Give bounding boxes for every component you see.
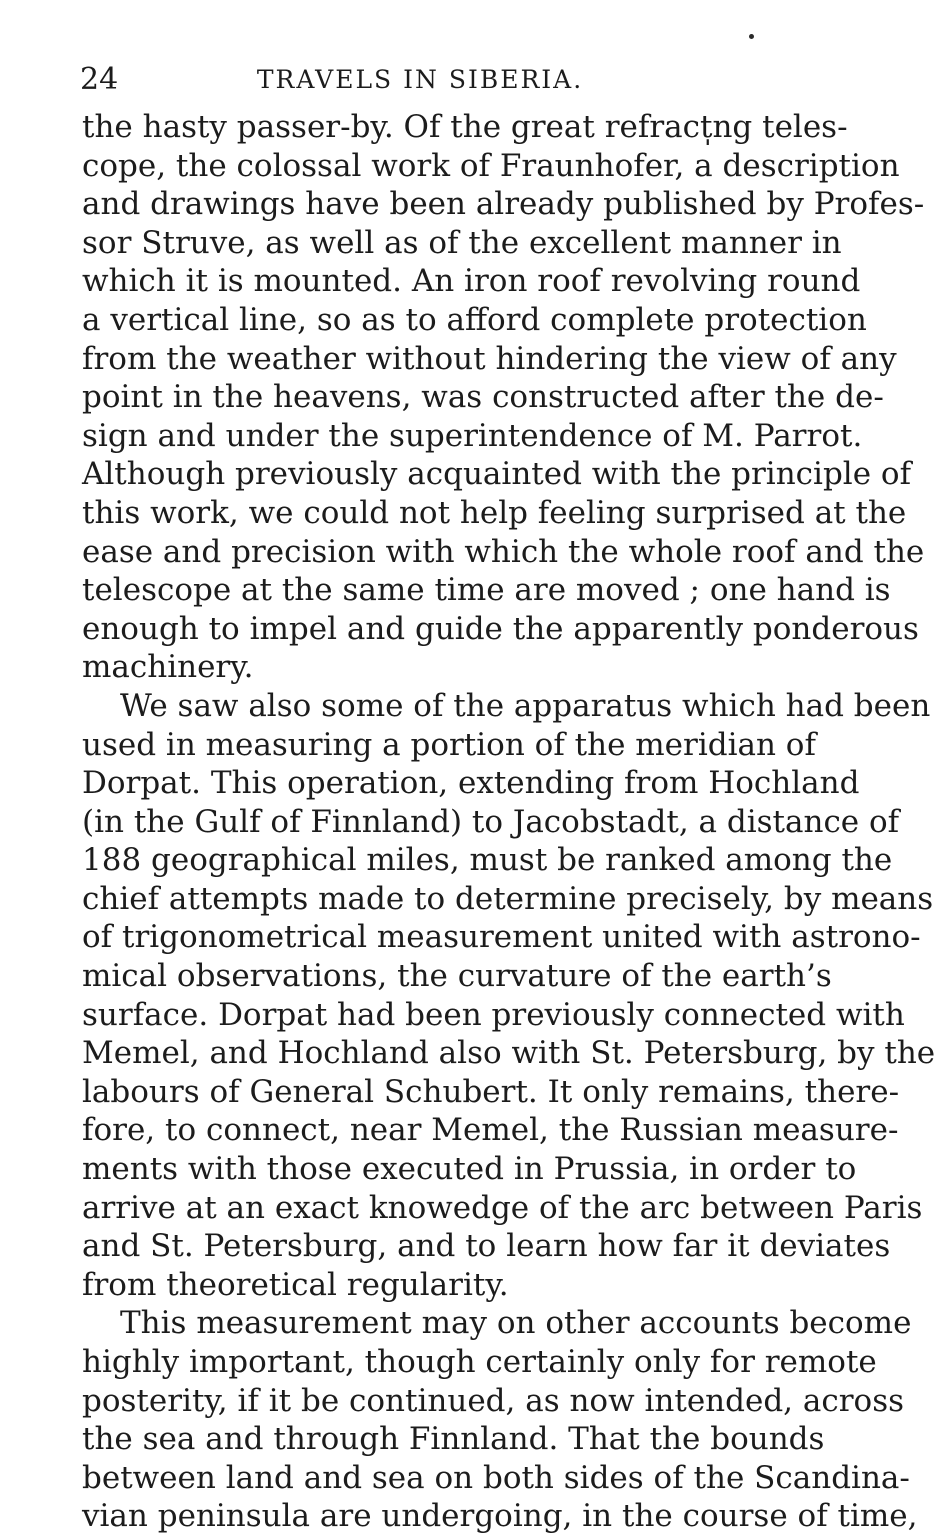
text-line: labours of General Schubert. It only remains, there-: [82, 1073, 900, 1110]
text-line: the sea and through Finnland. That the bounds: [82, 1421, 825, 1458]
text-line: This measurement may on other accounts become: [120, 1305, 912, 1342]
text-line: ments with those executed in Prussia, in order to: [82, 1151, 857, 1188]
running-title: TRAVELS IN SIBERIA.: [256, 65, 584, 94]
paragraph: [82, 1304, 918, 1536]
printing-speck: [749, 34, 754, 39]
text-line: machinery.: [82, 649, 254, 686]
text-line: telescope at the same time are moved ; one hand is: [82, 572, 891, 609]
text-line: cope, the colossal work of Fraunhofer, a description: [82, 147, 900, 184]
text-line: sor Struve, as well as of the excellent manner in: [82, 224, 842, 261]
text-line: from the weather without hindering the view of any: [82, 340, 897, 377]
text-line: which it is mounted. An iron roof revolving round: [82, 263, 861, 300]
paragraph: [82, 108, 925, 687]
text-line: arrive at an exact knowedge of the arc between Paris: [82, 1189, 923, 1226]
text-line: posterity, if it be continued, as now intended, across: [82, 1382, 905, 1419]
text-line: from theoretical regularity.: [82, 1266, 509, 1303]
text-line: 188 geographical miles, must be ranked among the: [82, 842, 893, 879]
text-line: highly important, though certainly only for remote: [82, 1344, 877, 1380]
text-line: Dorpat. This operation, extending from Hochland: [82, 765, 860, 802]
page-header: [80, 60, 760, 100]
page-number: 24: [80, 62, 119, 97]
text-line: point in the heavens, was constructed after the de-: [82, 379, 884, 416]
text-line: surface. Dorpat had been previously connected with: [82, 996, 905, 1033]
text-line: ease and precision with which the whole roof and the: [82, 533, 925, 570]
text-line: sign and under the superintendence of M. Parrot.: [82, 417, 863, 454]
text-line: this work, we could not help feeling surprised at the: [82, 494, 907, 531]
paragraph: [82, 687, 935, 1305]
text-line: mical observations, the curvature of the earth’s: [82, 958, 832, 995]
text-line: fore, to connect, near Memel, the Russian measure-: [82, 1112, 899, 1149]
text-line: chief attempts made to determine precisely, by means: [82, 880, 934, 917]
text-line: the hasty passer-by. Of the great refract̩ng teles-: [82, 109, 848, 145]
text-line: Although previously acquainted with the principle of: [82, 456, 912, 493]
body-text: [82, 108, 935, 1536]
text-line: of trigonometrical measurement united with astrono-: [82, 919, 921, 956]
text-line: and drawings have been already published by Profes-: [82, 186, 925, 223]
text-line: a vertical line, so as to afford complete protection: [82, 301, 867, 338]
text-line: and St. Petersburg, and to learn how far it deviates: [82, 1228, 891, 1265]
text-line: used in measuring a portion of the meridian of: [82, 726, 816, 763]
text-line: enough to impel and guide the apparently ponderous: [82, 610, 919, 647]
text-line: (in the Gulf of Finnland) to Jacobstadt, a distance of: [82, 803, 900, 840]
text-line: between land and sea on both sides of the Scandina-: [82, 1459, 910, 1496]
text-line: vian peninsula are undergoing, in the course of time,: [82, 1498, 918, 1535]
text-line: Memel, and Hochland also with St. Petersburg, by the: [82, 1035, 935, 1072]
text-line: We saw also some of the apparatus which had been: [120, 687, 931, 724]
